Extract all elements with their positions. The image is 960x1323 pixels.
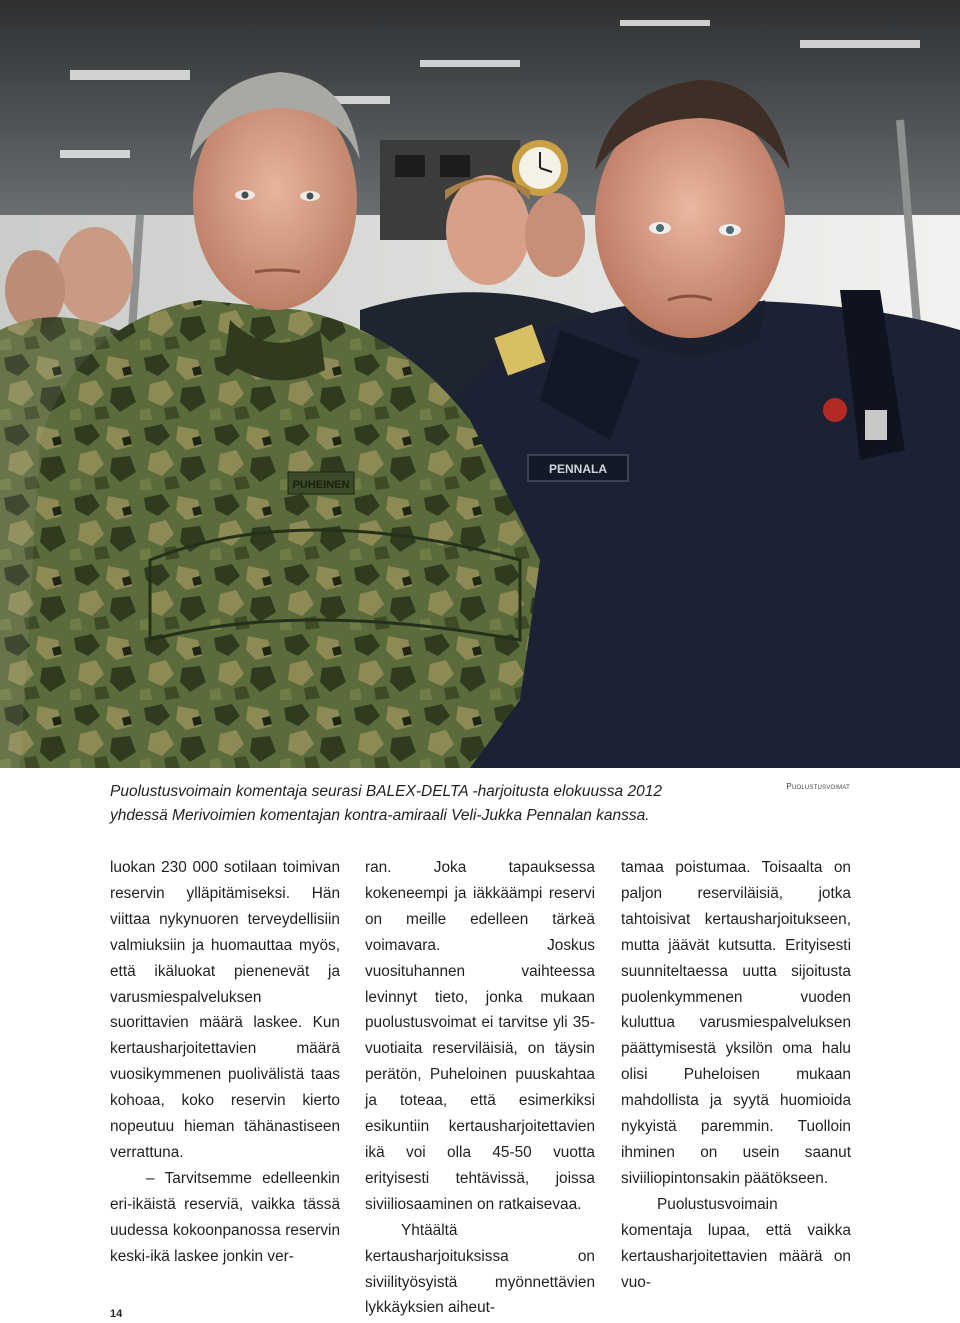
text-column-3 — [621, 855, 851, 1295]
page-number: 14 — [110, 1308, 123, 1320]
paragraph: ran. Joka tapauksessa kokeneempi ja iäkkäämpi reservi on meille edelleen tärkeä voimavara. Joskus vuosituhannen vaihteessa levinnyt tieto, jonka mukaan puolustusvoimat ei tarvitse yli 35-vuotiaita reserviläisiä, on täysin perätön, Puheloinen puuskahtaa ja toteaa, että esimerkiksi esikuntiin kertausharjoitettavien ikä voi olla 45-50 vuotta erityisesti tehtävissä, joissa siviiliosaaminen on ratkaisevaa. — [365, 859, 595, 1213]
name-tag-left: PUHEINEN — [292, 479, 350, 491]
caption-line-2: yhdessä Merivoimien komentajan kontra-amiraali Veli-Jukka Pennalan kanssa. — [110, 807, 650, 824]
text-column-1 — [110, 855, 340, 1270]
text-column-2 — [365, 855, 595, 1321]
paragraph: – Tarvitsemme edelleenkin eri-ikäistä reserviä, vaikka tässä uudessa kokoonpanossa reservin keski-ikä laskee jonkin ver- — [110, 1169, 340, 1265]
name-tag-right: PENNALA — [548, 462, 608, 476]
paragraph: Yhtäältä kertausharjoituksissa on siviilityösyistä myönnettävien lykkäyksien aiheut- — [365, 1221, 595, 1317]
caption-line-1: Puolustusvoimain komentaja seurasi BALEX-DELTA -harjoitusta elokuussa 2012 — [110, 783, 662, 800]
paragraph: Puolustusvoimain komentaja lupaa, että vaikka kertausharjoitettavien määrä on vuo- — [621, 1195, 851, 1291]
paragraph: tamaa poistumaa. Toisaalta on paljon reserviläisiä, jotka tahtoisivat kertausharjoitukseen, mutta jäävät kutsutta. Erityisesti suunniteltaessa uutta sijoitusta puolenkymmenen vuoden kuluttua varusmiespalveluksen päättymisestä yksilön oma halu olisi Puheloisen mukaan mahdollista ja syytä huomioida nykyistä paremmin. Tuolloin ihminen on usein saanut siviiliopintonsakin päätökseen. — [621, 859, 851, 1187]
paragraph: luokan 230 000 sotilaan toimivan reservin ylläpitämiseksi. Hän viittaa nykynuoren terveydellisiin valmiuksiin ja huomauttaa myös, että ikäluokat pienenevät ja varusmiespalveluksen suorittavien määrä laskee. Kun kertausharjoitettavien määrä vuosikymmenen puolivälistä taas kohoaa, koko reservin kierto nopeutuu hieman tähänastiseen verrattuna. — [110, 859, 340, 1161]
photo-credit: Puolustusvoimat — [786, 782, 850, 791]
photo-caption — [110, 780, 710, 828]
